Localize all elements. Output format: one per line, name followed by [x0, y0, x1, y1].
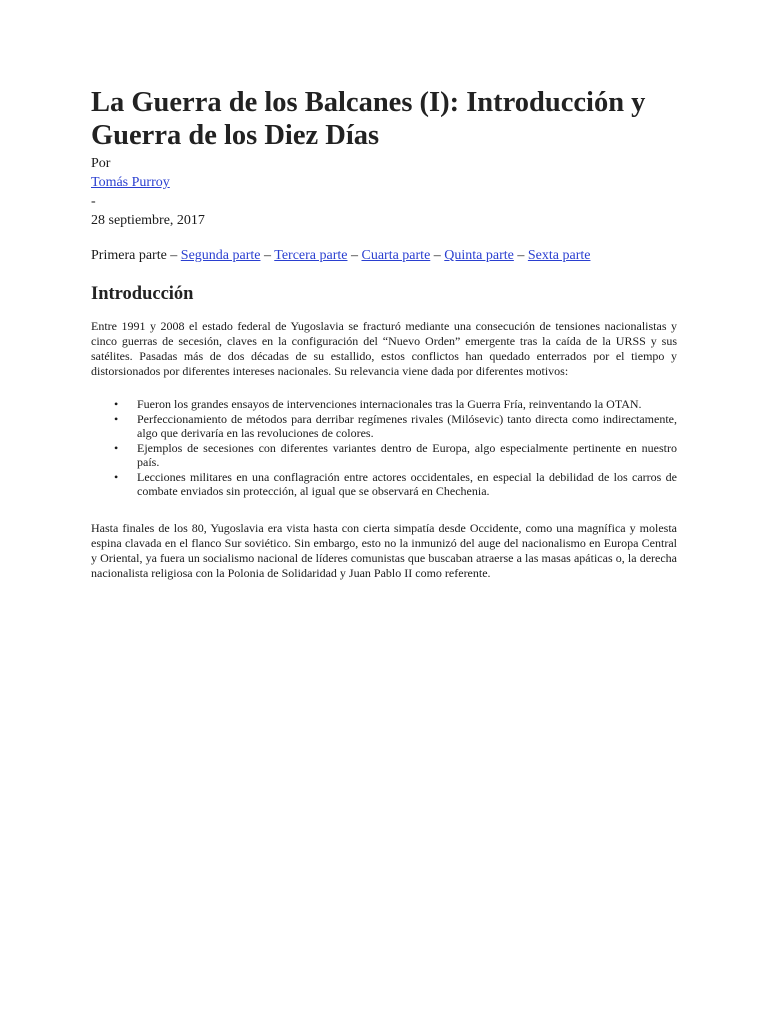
article-meta — [91, 155, 677, 229]
list-item — [91, 412, 677, 441]
current-part: Primera parte — [91, 248, 167, 263]
part-dash: – — [347, 248, 362, 263]
history-paragraph: Hasta finales de los 80, Yugoslavia era vista hasta con cierta simpatía desde Occidente, como una magnífica y molesta espina clavada en el flanco Sur soviético. Sin embargo, esto no la inmunizó del auge del nacionalismo en Europa Central y Oriental, ya fuera un socialismo nacional de líderes comunistas que buscaban atraerse a las masas apáticas o, la derecha nacionalista religiosa con la Polonia de Solidaridad y Juan Pablo II como referente. — [91, 520, 677, 580]
list-item — [91, 397, 677, 412]
motives-list — [91, 397, 677, 499]
series-navigation — [91, 247, 677, 265]
part-link-tercera[interactable]: Tercera parte — [274, 248, 348, 263]
part-dash: – — [166, 248, 181, 263]
bullet-icon: • — [114, 440, 119, 455]
part-link-quinta[interactable]: Quinta parte — [444, 248, 514, 263]
bullet-icon: • — [114, 411, 119, 426]
bullet-icon: • — [114, 397, 119, 411]
author-link[interactable]: Tomás Purroy — [91, 175, 170, 190]
section-heading: Introducción — [91, 284, 194, 304]
article-title: La Guerra de los Balcanes (I): Introducción y Guerra de los Diez Días — [91, 87, 646, 151]
list-item-text: Fueron los grandes ensayos de intervenciones internacionales tras la Guerra Fría, reinventando la OTAN. — [137, 397, 642, 411]
list-item-text: Perfeccionamiento de métodos para derribar regímenes rivales (Milósevic) tanto directa como indirectamente, algo que derivaría en las revoluciones de colores. — [137, 411, 677, 440]
article — [91, 86, 677, 581]
publish-date: 28 septiembre, 2017 — [91, 213, 205, 228]
list-item — [91, 470, 677, 499]
list-item — [91, 441, 677, 470]
part-dash: – — [260, 248, 275, 263]
part-link-cuarta[interactable]: Cuarta parte — [361, 248, 431, 263]
part-dash: – — [430, 248, 445, 263]
part-link-segunda[interactable]: Segunda parte — [180, 248, 261, 263]
meta-separator: - — [91, 194, 96, 209]
part-link-sexta[interactable]: Sexta parte — [527, 248, 591, 263]
intro-paragraph: Entre 1991 y 2008 el estado federal de Yugoslavia se fracturó mediante una consecución de tensiones nacionalistas y cinco guerras de secesión, claves en la configuración del “Nuevo Orden” emergente tras la caída de la URSS y sus satélites. Pasadas más de dos décadas de su estallido, estos conflictos han quedado enterrados por el tiempo y distorsionados por diferentes intereses nacionales. Su relevancia viene dada por diferentes motivos: — [91, 319, 677, 378]
by-label: Por — [91, 156, 111, 171]
part-dash: – — [513, 248, 528, 263]
list-item-text: Lecciones militares en una conflagración entre actores occidentales, en especial la debilidad de los carros de combate enviados sin protección, al igual que se observará en Chechenia. — [137, 469, 677, 498]
bullet-icon: • — [114, 469, 119, 484]
list-item-text: Ejemplos de secesiones con diferentes variantes dentro de Europa, algo especialmente pertinente en nuestro país. — [137, 440, 677, 469]
